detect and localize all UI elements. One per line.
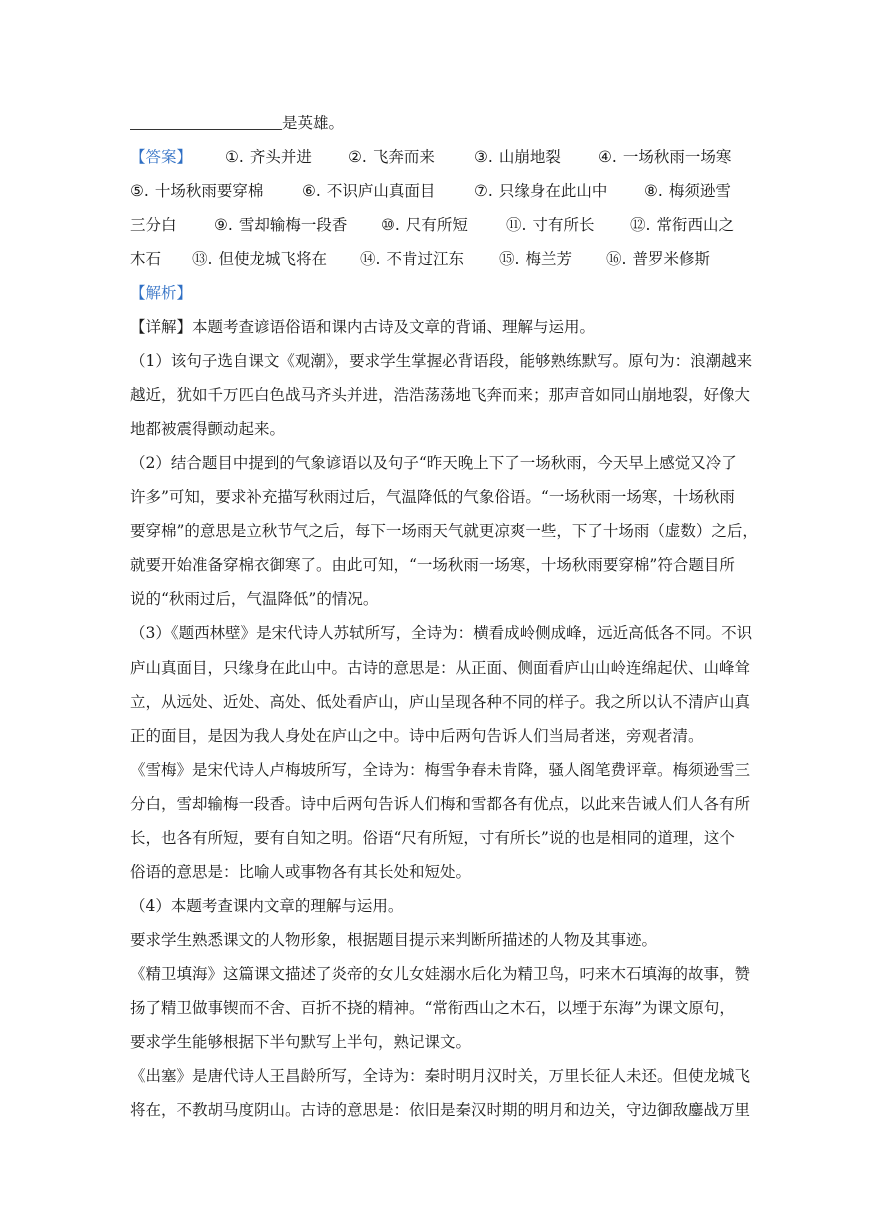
analysis-line: 越近，犹如千万匹白色战马齐头并进，浩浩荡荡地飞奔而来；那声音如同山崩地裂，好像大: [130, 386, 751, 404]
analysis-tag: 【解析】: [130, 284, 193, 302]
analysis-line: 俗语的意思是：比喻人或事物各有其长处和短处。: [130, 863, 472, 881]
analysis-line: 地都被震得颤动起来。: [130, 420, 286, 438]
analysis-line: （3）《题西林壁》是宋代诗人苏轼所写，全诗为：横看成岭侧成峰，远近高低各不同。不识: [130, 624, 753, 642]
analysis-line: 长，也各有所短，要有自知之明。俗语“尺有所短，寸有所长”说的也是相同的道理，这个: [130, 829, 735, 847]
answer-item: ⑪. 寸有所长: [506, 216, 595, 234]
analysis-line: 要求学生熟悉课文的人物形象，根据题目提示来判断所描述的人物及其事迹。: [130, 931, 658, 949]
analysis-line: 许多”可知，要求补充描写秋雨过后，气温降低的气象俗语。“一场秋雨一场寒，十场秋雨: [130, 488, 735, 506]
analysis-line: （2）结合题目中提到的气象谚语以及句子“昨天晚上下了一场秋雨，今天早上感觉又冷了: [130, 454, 737, 472]
answer-item: ②. 飞奔而来: [348, 148, 435, 166]
answer-item: ⑩. 尺有所短: [381, 216, 468, 234]
analysis-line: （4）本题考查课内文章的理解与运用。: [130, 897, 404, 915]
answer-item: ⑭. 不肯过江东: [360, 250, 464, 268]
analysis-line: （1）该句子选自课文《观潮》，要求学生掌握必背语段，能够熟练默写。原句为：浪潮越来: [130, 352, 753, 370]
analysis-line: 说的“秋雨过后，气温降低”的情况。: [130, 590, 379, 608]
answer-item: ⑯. 普罗米修斯: [606, 250, 710, 268]
analysis-line: 扬了精卫做事锲而不舍、百折不挠的精神。“常衔西山之木石，以堙于东海”为课文原句，: [130, 999, 735, 1017]
analysis-line: 立，从远处、近处、高处、低处看庐山，庐山呈现各种不同的样子。我之所以认不清庐山真: [130, 693, 751, 711]
analysis-line: 《出塞》是唐代诗人王昌龄所写，全诗为：秦时明月汉时关，万里长征人未还。但使龙城飞: [130, 1067, 751, 1085]
answer-item: ⑬. 但使龙城飞将在: [192, 250, 327, 268]
analysis-line: 庐山真面目，只缘身在此山中。古诗的意思是：从正面、侧面看庐山山岭连绵起伏、山峰耸: [130, 659, 751, 677]
answer-item: ⑦. 只缘身在此山中: [474, 182, 608, 200]
answer-item: ⑮. 梅兰芳: [499, 250, 572, 268]
answer-item: ⑥. 不识庐山真面目: [302, 182, 436, 200]
answer-item-continuation: 木石: [130, 250, 162, 268]
analysis-line: 就要开始准备穿棉衣御寒了。由此可知，“一场秋雨一场寒，十场秋雨要穿棉”符合题目所: [130, 556, 735, 574]
analysis-line: 要穿棉”的意思是立秋节气之后，每下一场雨天气就更凉爽一些，下了十场雨（虚数）之后，: [130, 522, 758, 540]
answer-blank: [130, 129, 282, 130]
question-tail-text: 是英雄。: [282, 114, 345, 132]
analysis-line: 要求学生能够根据下半句默写上半句，熟记课文。: [130, 1033, 472, 1051]
analysis-line: 分白，雪却输梅一段香。诗中后两句告诉人们梅和雪都各有优点，以此来告诫人们人各有所: [130, 795, 751, 813]
answer-item: ①. 齐头并进: [225, 148, 312, 166]
answer-item-continuation: 三分白: [130, 216, 177, 234]
answer-item: ⑤. 十场秋雨要穿棉: [130, 182, 264, 200]
answer-item: ③. 山崩地裂: [474, 148, 561, 166]
answer-tag: 【答案】: [130, 148, 193, 166]
analysis-line: 【详解】本题考查谚语俗语和课内古诗及文章的背诵、理解与运用。: [130, 318, 596, 336]
analysis-line: 《精卫填海》这篇课文描述了炎帝的女儿女娃溺水后化为精卫鸟，叼来木石填海的故事，赞: [130, 965, 751, 983]
answer-item: ④. 一场秋雨一场寒: [598, 148, 732, 166]
analysis-line: 《雪梅》是宋代诗人卢梅坡所写，全诗为：梅雪争春未肯降，骚人阁笔费评章。梅须逊雪三: [130, 761, 751, 779]
analysis-line: 正的面目，是因为我人身处在庐山之中。诗中后两句告诉人们当局者迷，旁观者清。: [130, 727, 704, 745]
question-tail: [130, 112, 344, 134]
analysis-line: 将在，不教胡马度阴山。古诗的意思是：依旧是秦汉时期的明月和边关，守边御敌鏖战万里: [130, 1101, 751, 1119]
answer-item: ⑨. 雪却输梅一段香: [214, 216, 348, 234]
answer-item: ⑧. 梅须逊雪: [644, 182, 731, 200]
answer-item: ⑫. 常衔西山之: [630, 216, 734, 234]
